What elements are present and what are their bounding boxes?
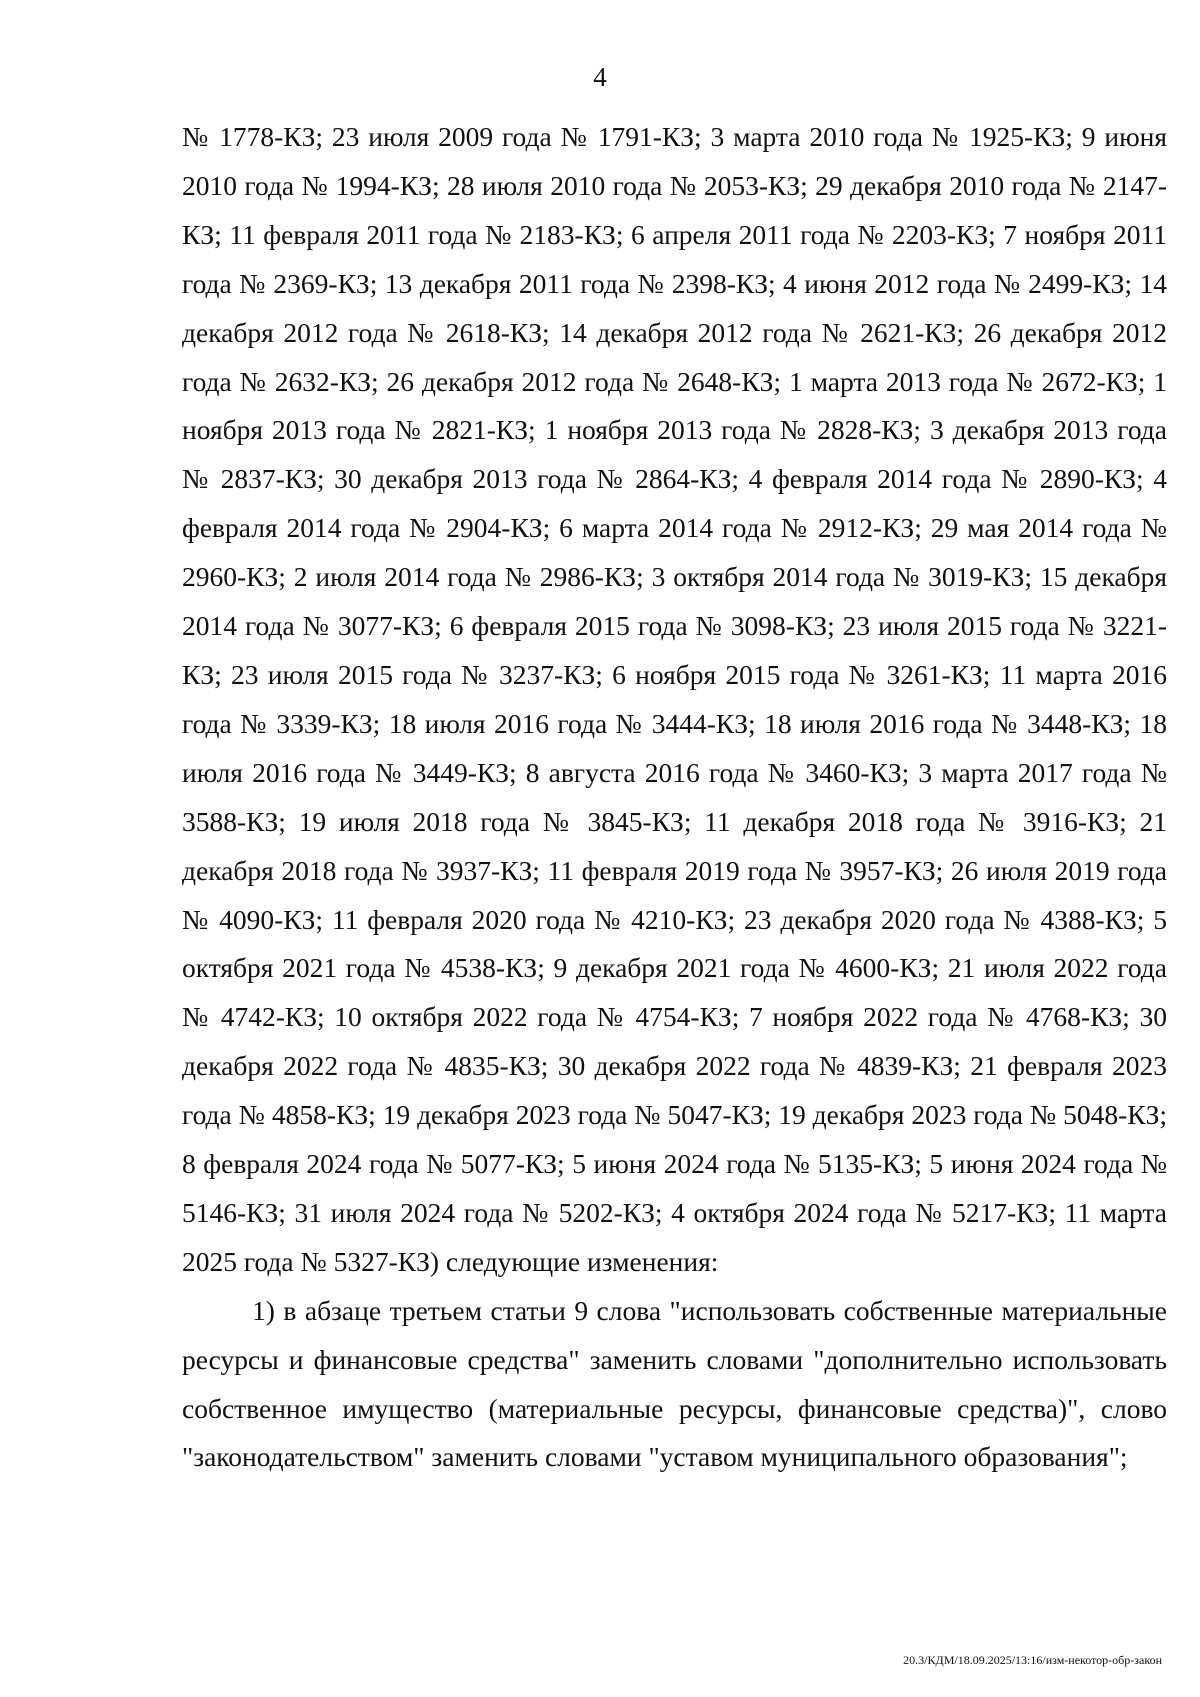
paragraph-item-1: 1) в абзаце третьем статьи 9 слова "использовать собственные материальные ресурсы и финансовые средства" заменить словами "дополнительно использовать собственное имущество (материальные ресурсы, финансовые средства)", слово "законодательством" заменить словами "уставом муниципального образования";: [182, 1294, 1167, 1473]
page-number: 4: [593, 62, 607, 92]
paragraph-amendment-list: № 1778-КЗ; 23 июля 2009 года № 1791-КЗ; 3 марта 2010 года № 1925-КЗ; 9 июня 2010 года № 1994-КЗ; 28 июля 2010 года № 2053-КЗ; 29 декабря 2010 года № 2147-КЗ; 11 февраля 2011 года № 2183-КЗ; 6 апреля 2011 года № 2203-КЗ; 7 ноября 2011 года № 2369-КЗ; 13 декабря 2011 года № 2398-КЗ; 4 июня 2012 года № 2499-КЗ; 14 декабря 2012 года № 2618-КЗ; 14 декабря 2012 года № 2621-КЗ; 26 декабря 2012 года № 2632-КЗ; 26 декабря 2012 года № 2648-КЗ; 1 марта 2013 года № 2672-КЗ; 1 ноября 2013 года № 2821-КЗ; 1 ноября 2013 года № 2828-КЗ; 3 декабря 2013 года № 2837-КЗ; 30 декабря 2013 года № 2864-КЗ; 4 февраля 2014 года № 2890-КЗ; 4 февраля 2014 года № 2904-КЗ; 6 марта 2014 года № 2912-КЗ; 29 мая 2014 года № 2960-КЗ; 2 июля 2014 года № 2986-КЗ; 3 октября 2014 года № 3019-КЗ; 15 декабря 2014 года № 3077-КЗ; 6 февраля 2015 года № 3098-КЗ; 23 июля 2015 года № 3221-КЗ; 23 июля 2015 года № 3237-КЗ; 6 ноября 2015 года № 3261-КЗ; 11 марта 2016 года № 3339-КЗ; 18 июля 2016 года № 3444-КЗ; 18 июля 2016 года № 3448-КЗ; 18 июля 2016 года № 3449-КЗ; 8 августа 2016 года № 3460-КЗ; 3 марта 2017 года № 3588-КЗ; 19 июля 2018 года № 3845-КЗ; 11 декабря 2018 года № 3916-КЗ; 21 декабря 2018 года № 3937-КЗ; 11 февраля 2019 года № 3957-КЗ; 26 июля 2019 года № 4090-КЗ; 11 февраля 2020 года № 4210-КЗ; 23 декабря 2020 года № 4388-КЗ; 5 октября 2021 года № 4538-КЗ; 9 декабря 2021 года № 4600-КЗ; 21 июля 2022 года № 4742-КЗ; 10 октября 2022 года № 4754-КЗ; 7 ноября 2022 года № 4768-КЗ; 30 декабря 2022 года № 4835-КЗ; 30 декабря 2022 года № 4839-КЗ; 21 февраля 2023 года № 4858-КЗ; 19 декабря 2023 года № 5047-КЗ; 19 декабря 2023 года № 5048-КЗ; 8 февраля 2024 года № 5077-КЗ; 5 июня 2024 года № 5135-КЗ; 5 июня 2024 года № 5146-КЗ; 31 июля 2024 года № 5202-КЗ; 4 октября 2024 года № 5217-КЗ; 11 марта 2025 года № 5327-КЗ) следующие изменения:: [182, 121, 1167, 1277]
document-body: [182, 113, 1167, 1482]
document-code-footer: 20.3/КДМ/18.09.2025/13:16/изм-некотор-обр-закон: [903, 1653, 1162, 1667]
